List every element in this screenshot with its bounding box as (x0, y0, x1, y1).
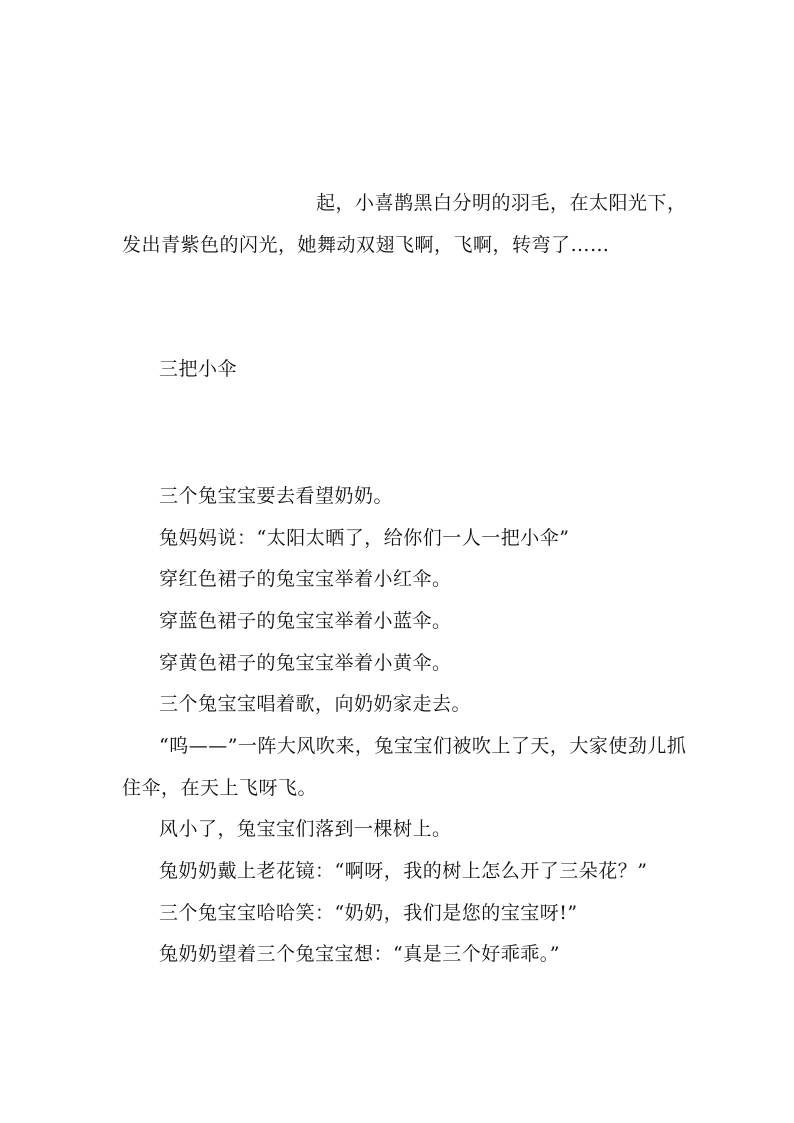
story-paragraph: 三个兔宝宝哈哈笑：“奶奶，我们是您的宝宝呀!” (159, 902, 578, 924)
story-paragraph: 三个兔宝宝要去看望奶奶。 (159, 485, 394, 507)
story-paragraph: 兔奶奶望着三个兔宝宝想：“真是三个好乖乖。” (159, 943, 560, 965)
story-paragraph-continuation: 住伞，在天上飞呀飞。 (122, 777, 318, 799)
story-paragraph: 穿蓝色裙子的兔宝宝举着小蓝伞。 (159, 610, 452, 632)
story-paragraph: 风小了，兔宝宝们落到一棵树上。 (159, 818, 452, 840)
story-paragraph: 穿红色裙子的兔宝宝举着小红伞。 (159, 568, 452, 590)
story-paragraph: 兔奶奶戴上老花镜：“啊呀，我的树上怎么开了三朵花？” (159, 860, 648, 882)
story-paragraph: 穿黄色裙子的兔宝宝举着小黄伞。 (159, 652, 452, 674)
story-paragraph: 三个兔宝宝唱着歌，向奶奶家走去。 (159, 693, 472, 715)
prev-story-line-2: 发出青紫色的闪光，她舞动双翅飞啊，飞啊，转弯了…… (122, 234, 610, 256)
prev-story-line-1: 起，小喜鹊黑白分明的羽毛，在太阳光下， (316, 192, 687, 214)
story-paragraph: “呜——”一阵大风吹来，兔宝宝们被吹上了天，大家使劲儿抓 (159, 735, 687, 757)
story-title: 三把小伞 (159, 358, 238, 380)
story-paragraph: 兔妈妈说：“太阳太晒了，给你们一人一把小伞” (159, 527, 570, 549)
